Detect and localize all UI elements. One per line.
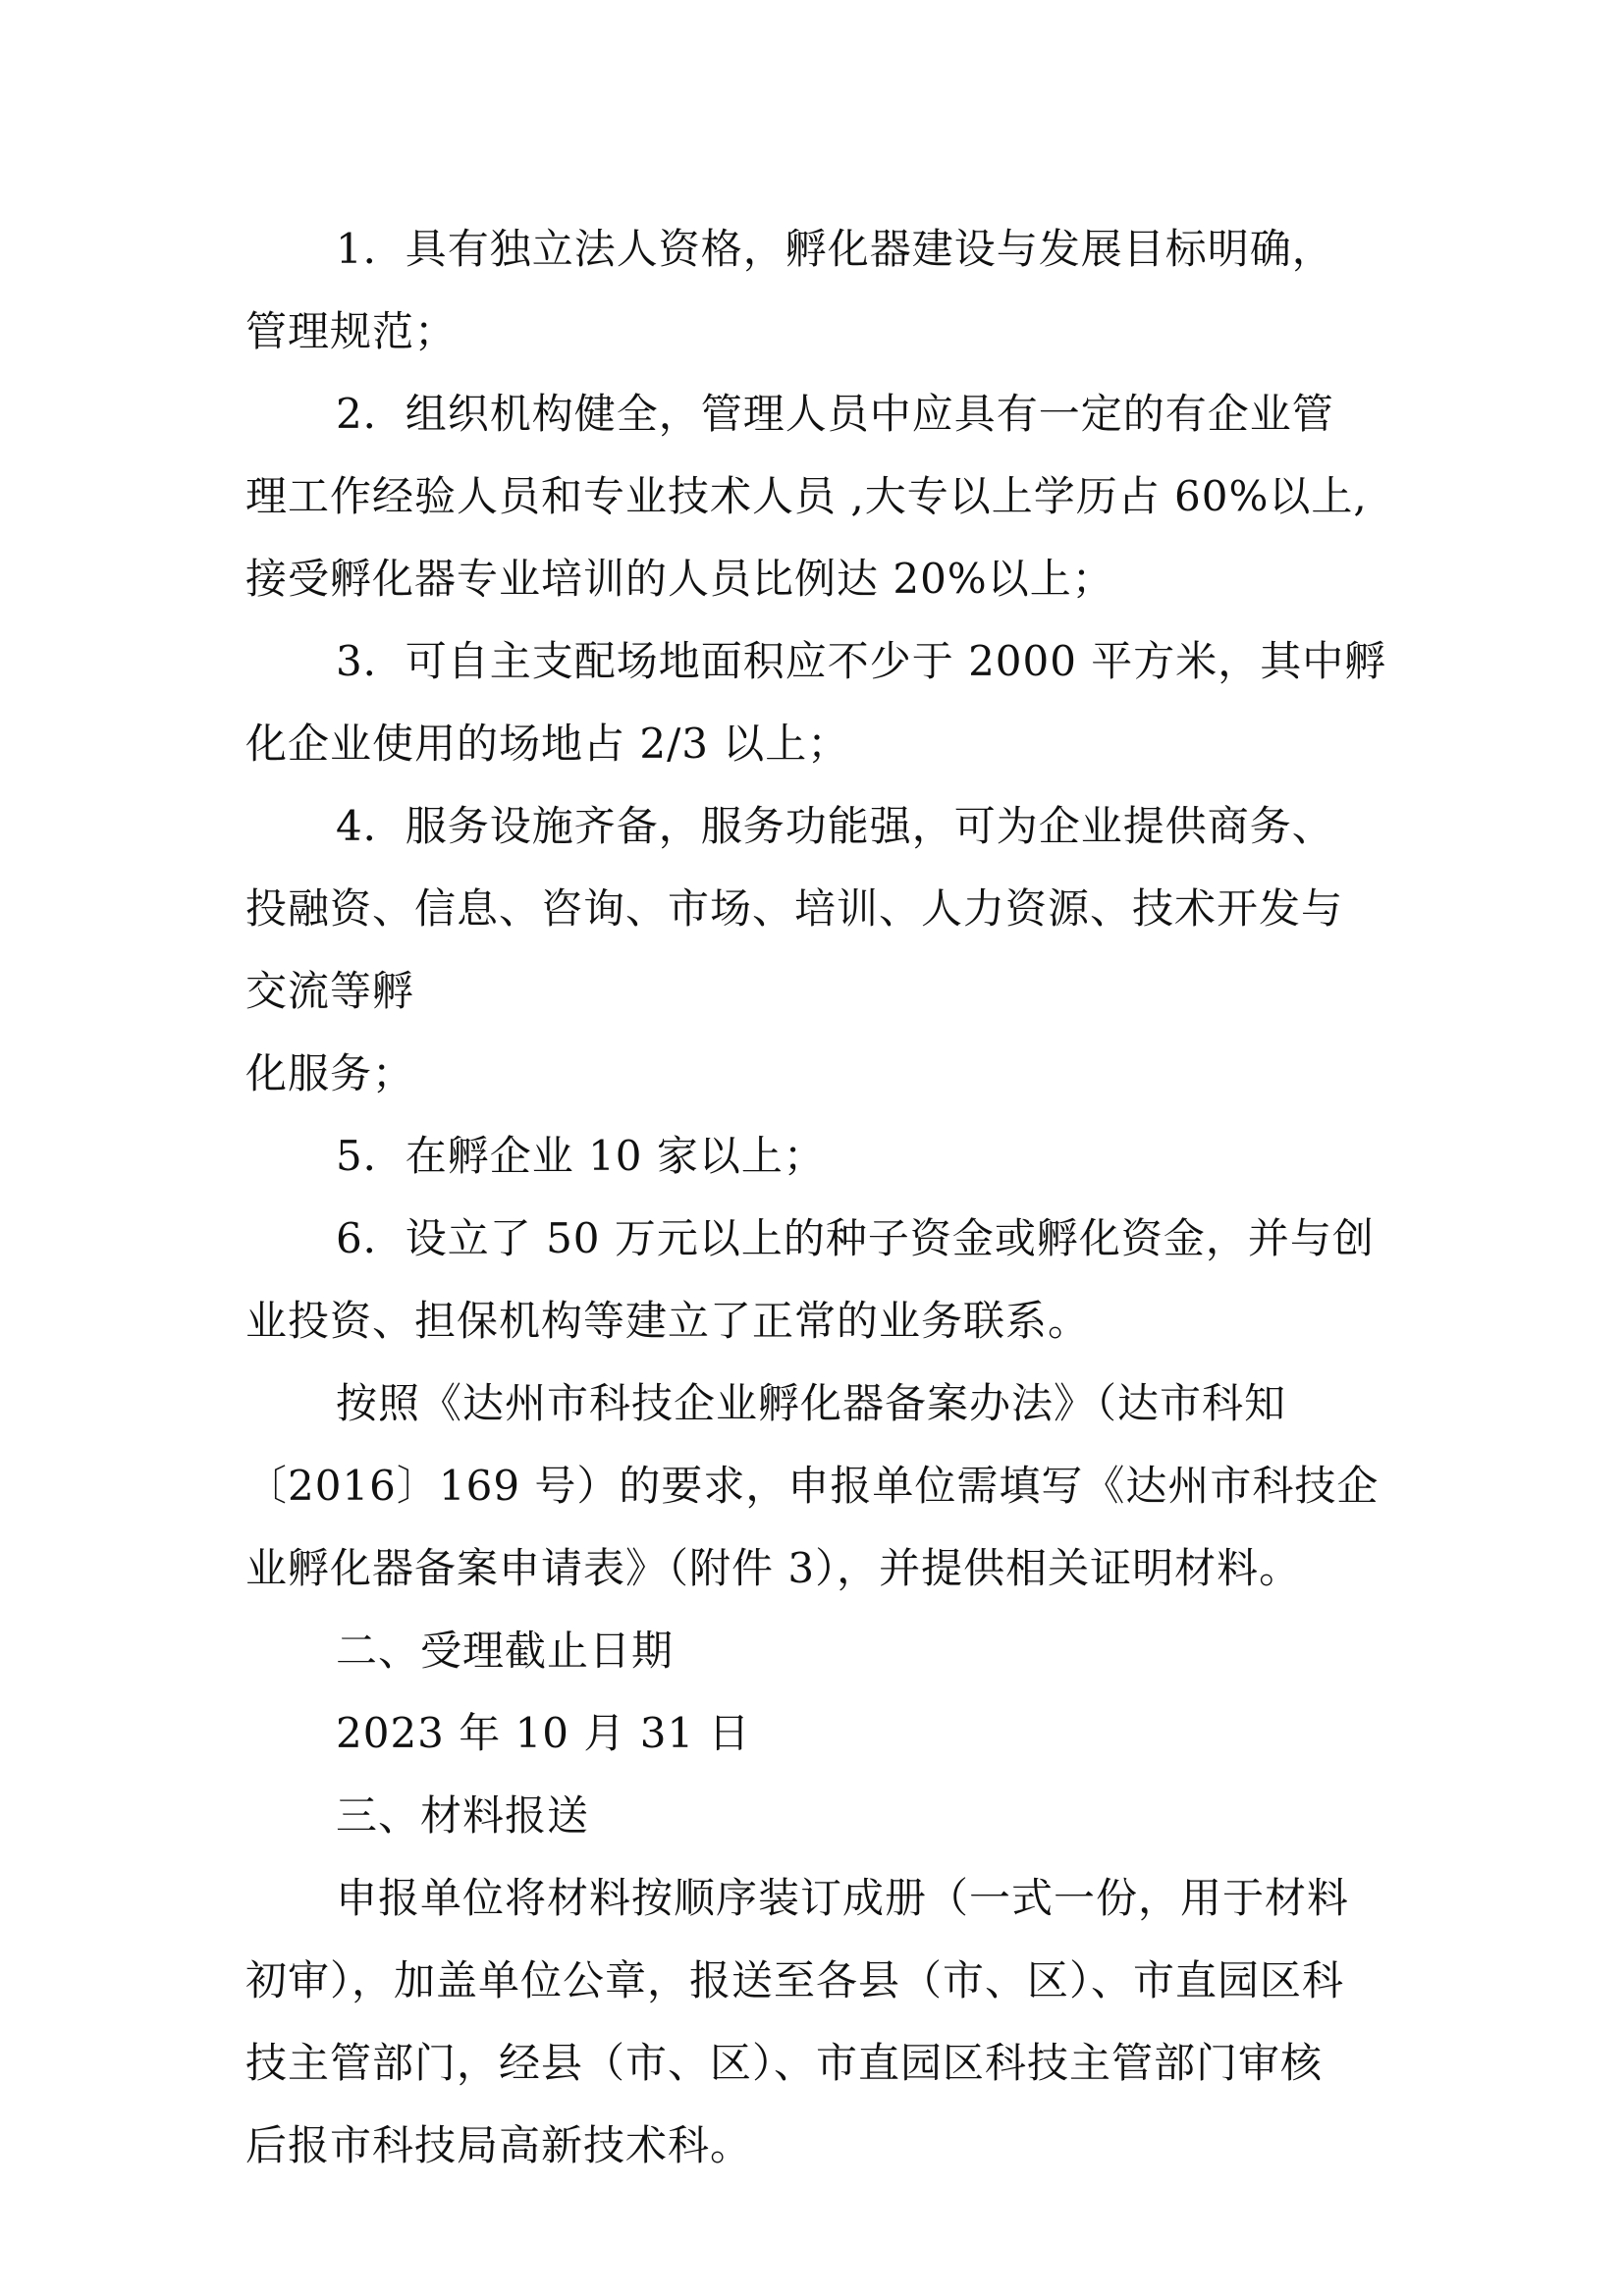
- criterion-1-line-2: 管理规范；: [245, 307, 458, 355]
- deadline-heading: 二、受理截止日期: [336, 1627, 675, 1675]
- criterion-6-line-1: 6．设立了 50 万元以上的种子资金或孵化资金，并与创: [336, 1214, 1375, 1262]
- criterion-4-line-1: 4．服务设施齐备，服务功能强，可为企业提供商务、: [336, 802, 1334, 850]
- criterion-4-line-2: 投融资、信息、咨询、市场、培训、人力资源、技术开发与: [245, 884, 1344, 933]
- submission-line-4: 后报市科技局高新技术科。: [245, 2121, 753, 2169]
- deadline-date: 2023 年 10 月 31 日: [336, 1709, 751, 1757]
- submission-line-2: 初审），加盖单位公章，报送至各县（市、区）、市直园区科: [245, 1956, 1345, 2004]
- submission-line-3: 技主管部门，经县（市、区）、市直园区科技主管部门审核: [245, 2039, 1324, 2087]
- document-body: [245, 208, 1387, 2187]
- criterion-3-line-2: 化企业使用的场地占 2/3 以上；: [245, 720, 850, 768]
- filing-instruction-line-2: 〔2016〕169 号）的要求，申报单位需填写《达州市科技企: [245, 1462, 1380, 1510]
- submission-line-1: 申报单位将材料按顺序装订成册（一式一份，用于材料: [336, 1874, 1350, 1922]
- criterion-2-line-3: 接受孵化器专业培训的人员比例达 20%以上；: [245, 555, 1114, 603]
- criterion-4-line-4: 化服务；: [245, 1049, 415, 1097]
- criterion-2-line-1: 2．组织机构健全，管理人员中应具有一定的有企业管: [336, 390, 1334, 438]
- filing-instruction-line-3: 业孵化器备案申请表》（附件 3），并提供相关证明材料。: [245, 1544, 1302, 1592]
- criterion-5-line-1: 5．在孵企业 10 家以上；: [336, 1132, 826, 1180]
- submission-heading: 三、材料报送: [336, 1791, 590, 1840]
- criterion-3-line-1: 3．可自主支配场地面积应不少于 2000 平方米，其中孵: [336, 637, 1387, 685]
- criterion-4-line-3: 交流等孵: [245, 967, 415, 1015]
- criterion-1-line-1: 1．具有独立法人资格，孵化器建设与发展目标明确，: [336, 225, 1334, 273]
- criterion-6-line-2: 业投资、担保机构等建立了正常的业务联系。: [245, 1297, 1091, 1345]
- filing-instruction-line-1: 按照《达州市科技企业孵化器备案办法》（达市科知: [336, 1379, 1287, 1427]
- criterion-2-line-2: 理工作经验人员和专业技术人员 ,大专以上学历占 60%以上,: [245, 472, 1368, 520]
